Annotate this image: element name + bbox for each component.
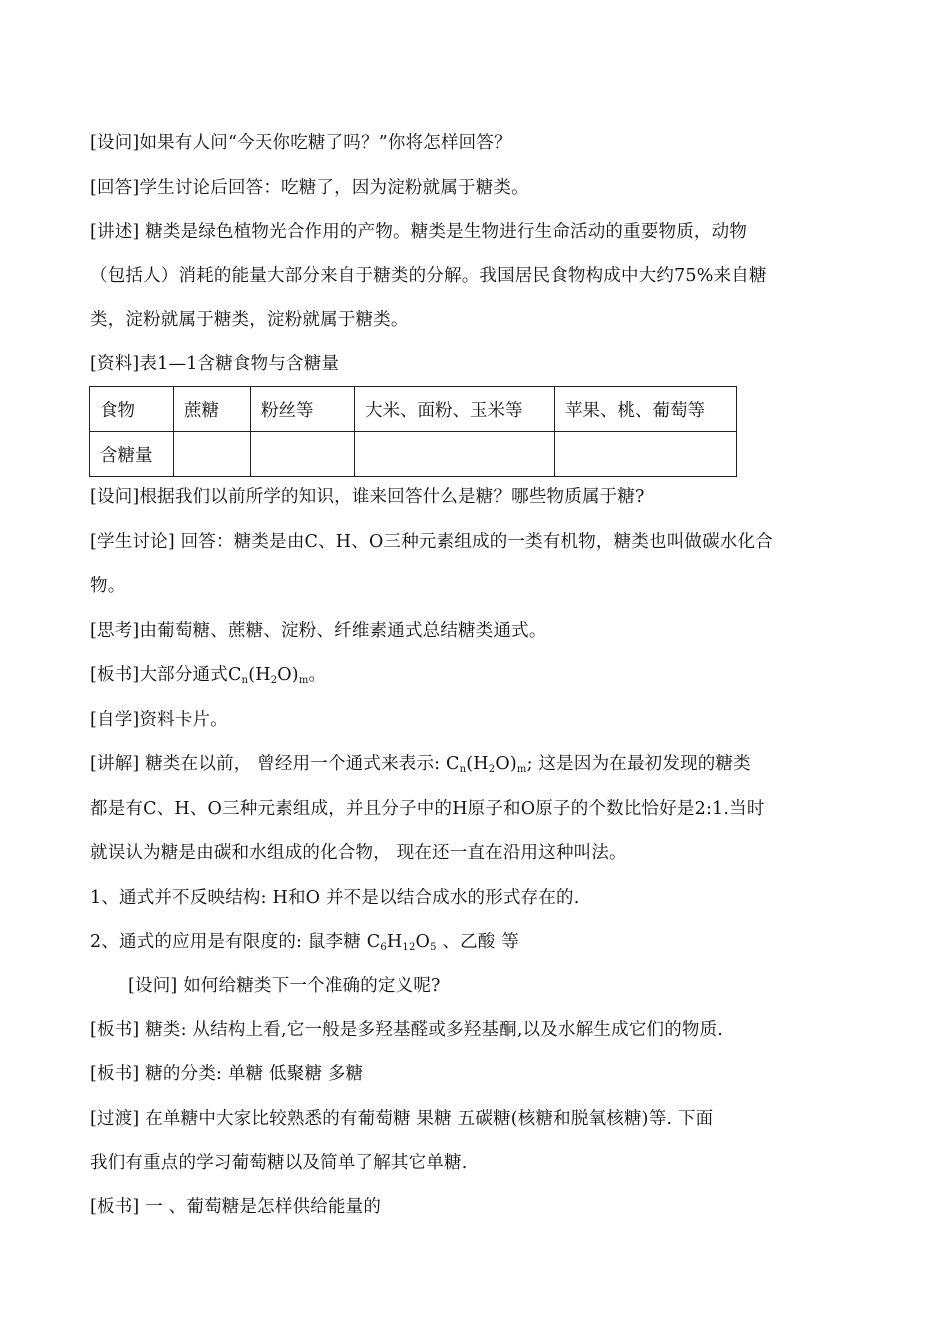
table-cell (355, 432, 555, 477)
table-cell: 蔗糖 (174, 387, 251, 432)
paragraph-discussion-line-1: [学生讨论] 回答：糖类是由C、H、O三种元素组成的一类有机物，糖类也叫做碳水化合 (90, 532, 773, 552)
table-row (90, 387, 737, 432)
table-caption: [资料]表1—1含糖食物与含糖量 (90, 354, 340, 374)
table-cell (555, 432, 737, 477)
paragraph-discussion-line-2: 物。 (90, 576, 126, 596)
paragraph-question-3: [设问] 如何给糖类下一个准确的定义呢? (128, 976, 441, 996)
paragraph-explain-line-2: 都是有C、H、O三种元素组成，并且分子中的H原子和O原子的个数比恰好是2:1.当时 (90, 799, 765, 819)
sugar-content-table (89, 386, 737, 477)
paragraph-board-formula: [板书]大部分通式$C_n(H_2O)_m$。 (90, 665, 327, 686)
table-cell (251, 432, 355, 477)
paragraph-explain-line-1: [讲解] 糖类在以前， 曾经用一个通式来表示: $C_n(H_2O)_m$; 这是因为在最初发现的糖类 (90, 754, 751, 775)
table-cell: 大米、面粉、玉米等 (355, 387, 555, 432)
table-cell: 苹果、桃、葡萄等 (555, 387, 737, 432)
table-cell: 食物 (90, 387, 174, 432)
table-cell: 粉丝等 (251, 387, 355, 432)
paragraph-explain-line-3: 就误认为糖是由碳和水组成的化合物， 现在还一直在沿用这种叫法。 (90, 843, 627, 863)
paragraph-answer-1: [回答]学生讨论后回答：吃糖了，因为淀粉就属于糖类。 (90, 178, 529, 198)
paragraph-question-1: [设问]如果有人问“今天你吃糖了吗？”你将怎样回答？ (90, 133, 512, 153)
paragraph-think: [思考]由葡萄糖、蔗糖、淀粉、纤维素通式总结糖类通式。 (90, 621, 547, 641)
paragraph-lecture-line-1: [讲述] 糖类是绿色植物光合作用的产物。糖类是生物进行生命活动的重要物质，动物 (90, 222, 748, 242)
table-row (90, 432, 737, 477)
table-cell: 含糖量 (90, 432, 174, 477)
paragraph-lecture-line-3: 类，淀粉就属于糖类，淀粉就属于糖类。 (90, 310, 409, 330)
paragraph-board-glucose: [板书] 一 、葡萄糖是怎样供给能量的 (90, 1197, 382, 1217)
paragraph-question-2: [设问]根据我们以前所学的知识，谁来回答什么是糖？哪些物质属于糖? (90, 487, 645, 507)
paragraph-transition-line-1: [过渡] 在单糖中大家比较熟悉的有葡萄糖 果糖 五碳糖(核糖和脱氧核糖)等. 下面 (90, 1109, 714, 1129)
table-cell (174, 432, 251, 477)
paragraph-lecture-line-2: （包括人）消耗的能量大部分来自于糖类的分解。我国居民食物构成中大约75%来自糖 (90, 266, 767, 286)
paragraph-point-1: 1、通式并不反映结构: H和O 并不是以结合成水的形式存在的. (90, 888, 580, 908)
paragraph-board-definition: [板书] 糖类: 从结构上看,它一般是多羟基醛或多羟基酮,以及水解生成它们的物质. (90, 1020, 724, 1040)
paragraph-transition-line-2: 我们有重点的学习葡萄糖以及简单了解其它单糖. (90, 1153, 468, 1173)
paragraph-board-classification: [板书] 糖的分类: 单糖 低聚糖 多糖 (90, 1064, 364, 1084)
paragraph-point-2: 2、通式的应用是有限度的: 鼠李糖 $C_6H_{12}O_5$ 、乙酸 等 (90, 932, 519, 953)
paragraph-self-study: [自学]资料卡片。 (90, 710, 228, 730)
